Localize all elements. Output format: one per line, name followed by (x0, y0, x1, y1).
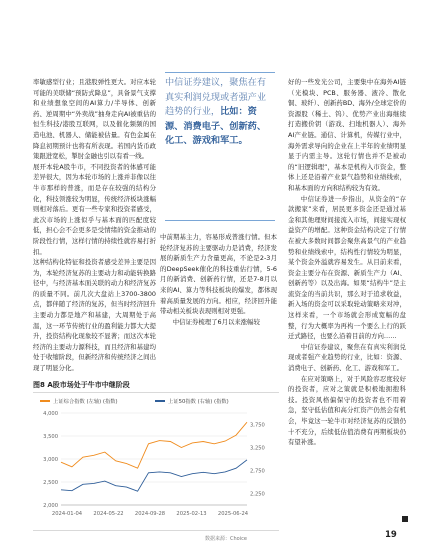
paragraph: 中信证券梳理了6月以来涨幅较 (172, 317, 260, 326)
paragraph: 展开本轮A股牛市，不同投资者的体感可能差异很大，因为本轮市场的上涨并非像以往牛市那样的普涨，而是存在较强的结构分化，科技领涨较为明显，传统经济板块涨幅则相对落后。更有一些专家和投资者感受，此次市场的上涨似乎与基本面的匹配度较低，担心会不会更多是受情绪的资金推动的阶段性行情，这样行情的持续性就容易打折扣。 (33, 162, 156, 256)
x-tick-label: 2024-05-22 (93, 511, 124, 517)
legend-label: 上证综合指数 (左轴) (指数) (53, 399, 118, 405)
paragraph: 中信证券建议，聚焦在有真实利润兑现或者强产业趋势的行业，比如：资源、消费电子、创新药、化工、游戏和军工。 (288, 342, 406, 373)
page-number: 19 (385, 530, 397, 540)
pullquote-highlight: 比如：资源、消费电子、创新药、化工、游戏和军工。 (165, 106, 267, 147)
page-corner-mark (402, 516, 408, 522)
legend-swatch-blue (155, 400, 165, 402)
pullquote-top-rule (165, 72, 275, 73)
series-line (61, 460, 247, 491)
column-2 (160, 232, 277, 327)
pullquote (165, 76, 273, 149)
x-tick-label: 2025-02-13 (176, 511, 207, 517)
y-right-tick-label: 2,750 (250, 468, 265, 475)
paragraph: 中信证券进一步指出，从资金的“存款搬家”来看，居民更多资金还是通过基金和其他理财间接流入市场，间接实现权益资产的增配。这种资金结构决定了行情在被大多数时间都会聚焦高景气的产业趋势和业绩线索中，结构性行情较为明显，某个资金外溢就容易发生。从目前来看，资金主要分布在资源、新质生产力（AI、创新药等）以及出海。如果“结构牛”是主流资金的当前共识，那么对于追求收益，新入场的资金可以采取轮动策略来对冲，这样来看，一个市场就会形成宽幅的盘整，行为大概率为再构一个要么上行的跃迁式路径，也要么沿着目前的方向…… (288, 194, 406, 341)
paragraph: 好的一些发光公司，主要集中在海外AI链（光模块、PCB、服务器、液冷、散化铜、玻纤）、创新药BD、海外/全球定价的资源股（稀土、钨）、优势产业出海继续打造搬价钥（游戏、扫地机器人）、海外AI产业链。通信、计算机，传媒行业中，海外需求导向的企业在上半年的业绩明显显于内需主导。这轮行情也并不是被动的“旧逻辑理”，基本是机构入市资金，整体上还是沿着产业景气趋势和业绩线索，和基本面的方向和结构较为有效。 (288, 78, 406, 192)
x-tick-label: 2024-01-04 (51, 511, 83, 517)
y-right-tick-label: 2,250 (250, 491, 265, 498)
y-left-tick-label: 3,500 (43, 434, 58, 440)
figure-source: 数据来源：Choice (205, 536, 247, 542)
y-left-tick-label: 2,500 (43, 480, 58, 486)
series-line (61, 422, 247, 468)
y-left-tick-label: 3,000 (43, 457, 58, 463)
y-left-tick-label: 2,000 (43, 503, 58, 509)
figure-title (33, 380, 130, 390)
y-right-tick-label: 3,750 (250, 422, 265, 429)
legend-item-left (40, 397, 118, 405)
y-right-tick-label: 3,250 (250, 445, 265, 452)
figure-title-text: A股市场处于牛市中继阶段 (47, 381, 130, 389)
legend-swatch-orange (40, 400, 50, 402)
pullquote-lead: 中信证券建议，聚焦在有真实利润兑现或者强产业趋势的行业， (165, 77, 267, 118)
y-left-tick-label: 4,000 (43, 411, 58, 417)
paragraph: 率敏感型行业；且港股弹性更大。对应本轮可能的美联储“预防式降息”，具备景气支撑和业绩想象空间的AI算力/半导体、创新药、逆周期中“外卖战”抽身走向AI被重估的恒生科技/港股互联网，以及催化频频的国造电池、机器人、储能被估量。有色金属在降息初期预计也将有所表现。若国内货币政策跟进宽松，掣肘金融也引以有看一线。 (33, 78, 156, 161)
figure-bottom-rule (33, 530, 279, 531)
column-3 (288, 77, 406, 448)
index-line-chart (33, 405, 279, 530)
paragraph: 中前期基主力，容易形成普涨行情。但本轮经济复苏的主要驱动力是消费，经济发展的新质生产力含量更高，不论是2-3月的DeepSeek催化的科技重估行情，5-6月的新消费、创新药行情，还是7-8月以来的AI、算力等科技板块的爆发，都体现着高质量发展的方向。相应，经济回升能带动相关板块表现则相对更强。 (160, 233, 277, 316)
legend-item-right (155, 397, 229, 405)
figure-label: 图8 (33, 381, 45, 389)
paragraph: 这种结构化特征和投资者感受差异主要是因为，本轮经济复苏的主要动力和动能转换路径中，与经济基本面关联的动力和经济复苏的质量不同。前几次大盘站上3700-3800点，都伴随了经济的复苏，但当时经济回升主要动力都是地产和基建，大周期处于高温，这一环节传统行业的盈利能力都大大提升，投资结构化现象较不显著；而这次本轮经济的主要动力源科技，而且经济和基建均处于收缩阶段，但新经济和传统经济之间出现了明显分化。 (33, 258, 156, 373)
paragraph: 在应对策略上，对于风险容忍度较好的投资者，应对之策就是积极地拥抱科技。投资风格偏保守的投资者也不用着急，坚守低估值和高分红资产仍然会有机会，毕竟这一轮牛市对经济复苏的反馈仍十不充分，后续低估值消费有再期板块仍有望补涨。 (288, 374, 406, 447)
column-1 (33, 77, 156, 374)
x-tick-label: 2025-06-24 (217, 511, 249, 517)
x-tick-label: 2024-09-28 (134, 511, 166, 517)
figure-rule (33, 392, 279, 393)
legend-label: 上证50指数 (右轴) (指数) (168, 399, 229, 405)
pullquote-bottom-rule (165, 220, 275, 221)
